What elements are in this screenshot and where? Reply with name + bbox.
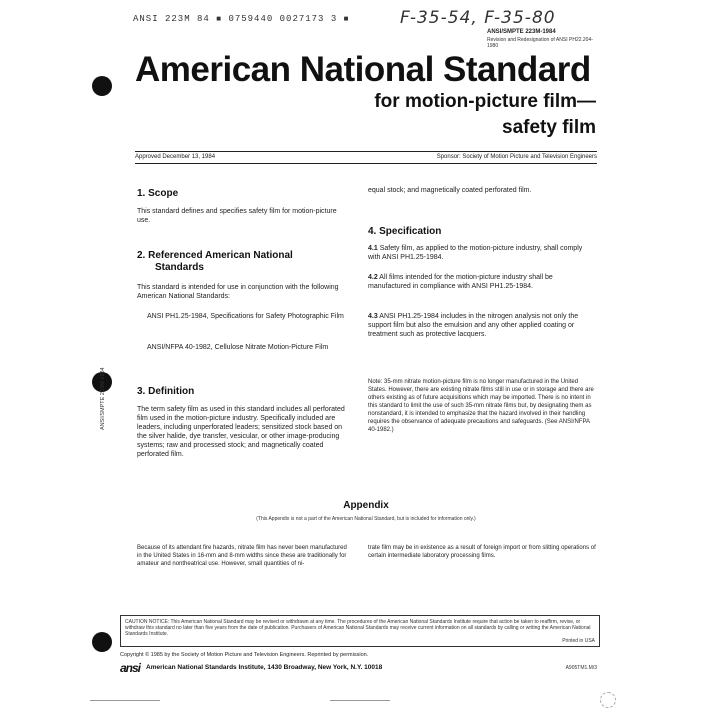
section-heading-definition: 3. Definition bbox=[137, 386, 195, 397]
appendix-text-left: Because of its attendant fire hazards, nitrate film has never been manufactured in the United States in 16-mm and 8-mm widths since these are traditionally for amateur and nontheatrical use. However, small quantities of ni- bbox=[137, 545, 347, 567]
meta-rule bbox=[135, 163, 597, 164]
appendix-heading: Appendix bbox=[343, 500, 389, 511]
section-heading-referenced: 2. Referenced American National Standards bbox=[137, 250, 293, 273]
referenced-intro: This standard is intended for use in conjunction with the following American National Standards: bbox=[137, 284, 339, 300]
handwritten-note: F-35-54, F-35-80 bbox=[400, 8, 556, 28]
ansi-logo: ansi bbox=[120, 661, 141, 675]
definition-text: The term safety film as used in this standard includes all perforated film used in the motion-picture industry. Specifically included are leaders, including unperforated leaders; sensitized stock based on the silver halide, dye transfer, vesicular, or other image-producing systems; raw and processed stock; and magnetically coated perforated film. bbox=[137, 406, 345, 458]
doc-id: ANSI/SMPTE 223M-1984 bbox=[487, 29, 556, 35]
ansi-address: American National Standards Institute, 1430 Broadway, New York, N.Y. 10018 bbox=[146, 664, 383, 671]
nitrate-note: Note: 35-mm nitrate motion-picture film is no longer manufactured in the United States. However, there are existing nitrate films still in use or in storage and there are others existing as of future acquisitions which may be imported. There is no intent in this standard to limit the use of such 35-mm nitrate films but, by designating them as nonstandard, it is intended to emphasize that the hazard involved in their handling requires the observance of adequate precautions and safeguards. (See ANSI/NFPA 40-1982.) bbox=[368, 379, 594, 433]
caution-text: CAUTION NOTICE: This American National Standard may be revised or withdrawn at any time. The procedures of the American National Standards Institute require that action be taken to reaffirm, revise, or withdraw this standard no later than five years from the date of publication. Purchasers of American National Standards may receive current information on all standards by calling or writing the American National Standards Institute. bbox=[125, 619, 591, 637]
appendix-text-right: trate film may be in existence as a result of foreign import or from slitting operations of certain intermediate laboratory processing films. bbox=[368, 545, 596, 559]
spec-4-2: 4.2 All films intended for the motion-picture industry shall be manufactured in compliance with ANSI PH1.25-1984. bbox=[368, 274, 553, 290]
spec-4-3: 4.3 ANSI PH1.25-1984 includes in the nitrogen analysis not only the support film but also the emulsion and any other applied coating or treatment such as protective lacquers. bbox=[368, 313, 579, 338]
page-subtitle-line2: safety film bbox=[502, 117, 596, 138]
punch-hole bbox=[92, 632, 112, 652]
title-rule bbox=[135, 151, 597, 152]
page-subtitle-line1: for motion-picture film— bbox=[374, 91, 596, 112]
bottom-circle-mark bbox=[600, 692, 616, 708]
page-title: American National Standard bbox=[135, 50, 591, 89]
sponsor: Sponsor: Society of Motion Picture and Television Engineers bbox=[436, 154, 597, 160]
section-heading-specification: 4. Specification bbox=[368, 226, 442, 237]
definition-continued: equal stock; and magnetically coated perforated film. bbox=[368, 187, 532, 194]
scope-text: This standard defines and specifies safety film for motion-picture use. bbox=[137, 208, 337, 224]
printed-in: Printed in USA bbox=[562, 638, 595, 644]
referenced-item-1: ANSI PH1.25-1984, Specifications for Safety Photographic Film bbox=[147, 313, 344, 320]
footer-code: A905TM1.M/3 bbox=[565, 665, 597, 671]
side-text: ANSI/SMPTE 223M-1984 bbox=[100, 367, 106, 430]
punch-hole bbox=[92, 76, 112, 96]
approval-date: Approved December 13, 1984 bbox=[135, 154, 216, 160]
caution-notice-box bbox=[120, 615, 600, 647]
header-code-left: ANSI 223M 84 ■ 0759440 0027173 3 ■ bbox=[133, 14, 350, 24]
section-heading-scope: 1. Scope bbox=[137, 188, 179, 199]
referenced-item-2: ANSI/NFPA 40-1982, Cellulose Nitrate Motion-Picture Film bbox=[147, 344, 329, 351]
copyright: Copyright © 1985 by the Society of Motion Picture and Television Engineers. Reprinted by permission. bbox=[120, 652, 369, 658]
doc-note: Revision and Redesignation of ANSI PH22.204-1980 bbox=[487, 37, 593, 49]
bottom-mark bbox=[330, 700, 390, 701]
appendix-subtitle: (This Appendix is not a part of the American National Standard, but is included for information only.) bbox=[256, 516, 476, 522]
bottom-mark bbox=[90, 700, 160, 701]
spec-4-1: 4.1 Safety film, as applied to the motion-picture industry, shall comply with ANSI PH1.25-1984. bbox=[368, 245, 583, 261]
